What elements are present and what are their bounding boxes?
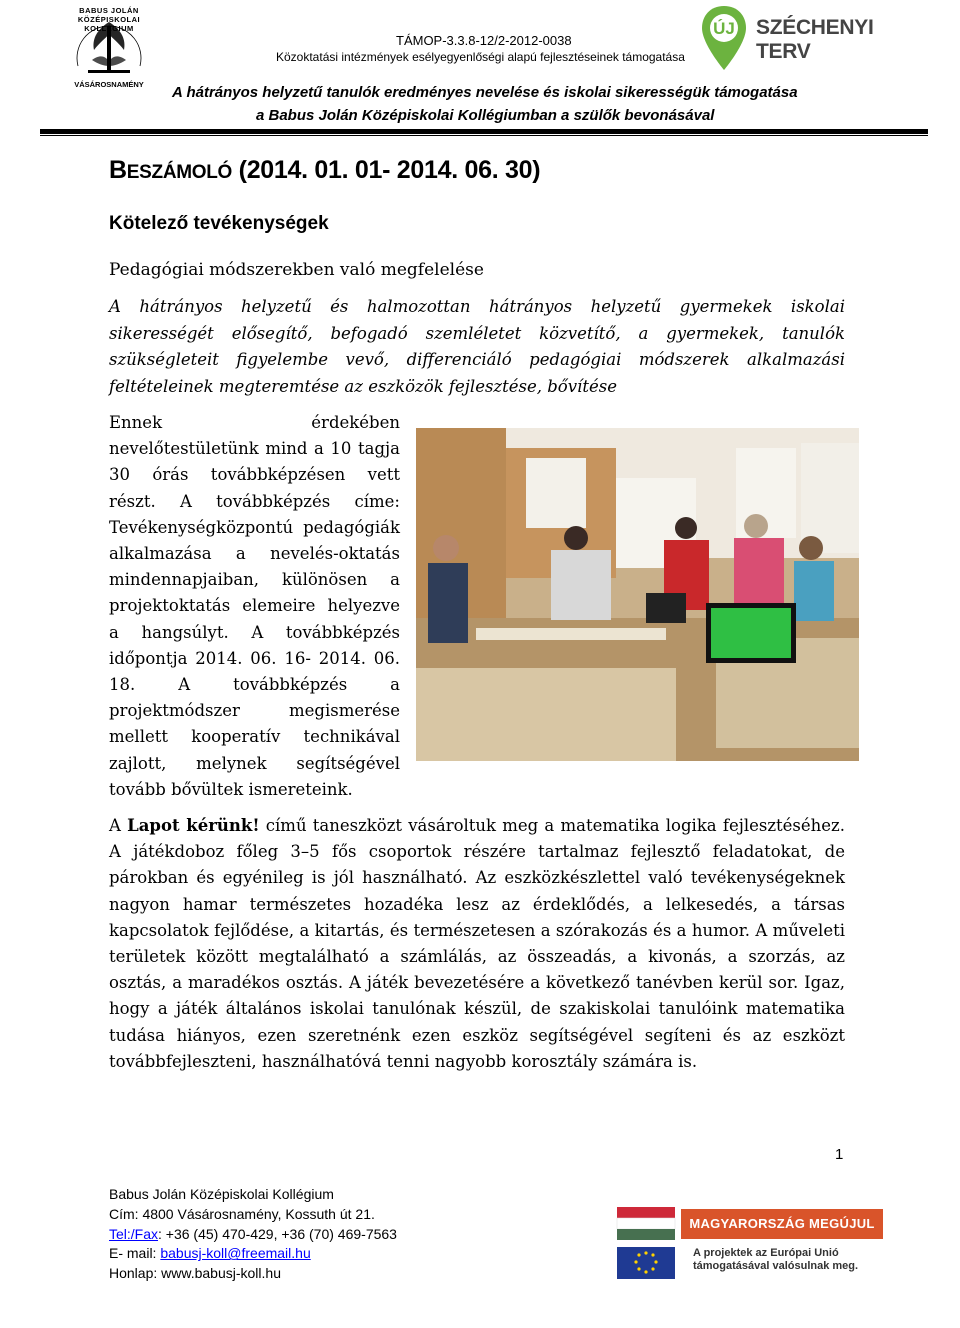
report-title: BESZÁMOLÓ (2014. 01. 01- 2014. 06. 30) — [109, 156, 541, 184]
eu-banner — [615, 1203, 885, 1283]
subsection-heading: Pedagógiai módszerekben való megfelelése — [109, 260, 484, 280]
footer-website: Honlap: www.babusj-koll.hu — [109, 1265, 281, 1282]
szechenyi-brand: SZÉCHENYI TERV — [756, 16, 874, 63]
logo-town: VÁSÁROSNAMÉNY — [74, 80, 144, 89]
game-paragraph: A Lapot kérünk! című taneszközt vásároltuk meg a matematika logika fejlesztéséhez. A játékdoboz főleg 3–5 fős csoportok részére tartalmaz fejlesztő feladatokat, de párokban és egyénileg is jól használható. Az eszközkészlettel való tevékenységeknek nagyon hamar természetes hozadéka lesz az érdeklődés, a lelkesedés, a társas kapcsolatok fejlődése, a kitartás, és természetesen a szórakozás és a humor. A műveleti területek között megtalálható a számlálás, az összeadás, a kivonás, a szorzás, az osztás, a maradékos osztás. A játék bevezetésére a következő tanévben kerül sor. Igaz, hogy a játék általános iskolai tanulónak készül, de szakiskolai tanulóink matematika tudása hiányos, ezen szeretnénk ezen eszköz segítségével segíteni és az eszközt továbbfejleszteni, használhatóvá tenni nagyobb korosztály számára is. — [109, 816, 845, 1071]
phone-link[interactable]: Tel:/Fax — [109, 1225, 159, 1242]
training-photo — [416, 428, 859, 761]
section-heading: Kötelező tevékenységek — [109, 213, 329, 234]
project-title-line2: a Babus Jolán Középiskolai Kollégiumban a szülők bevonásával — [256, 107, 715, 124]
footer-phone: Tel:/Fax: +36 (45) 470-429, +36 (70) 469-7563 — [109, 1225, 397, 1242]
school-logo — [70, 4, 148, 90]
banner-slogan: MAGYARORSZÁG MEGÚJUL — [681, 1209, 883, 1239]
footer-institution: Babus Jolán Középiskolai Kollégium — [109, 1186, 334, 1202]
logo-arc-text: BABUS JOLÁN KÖZÉPISKOLAI KOLLÉGIUM — [77, 6, 141, 33]
szechenyi-mark: ÚJ — [713, 19, 735, 38]
footer-email: E- mail: babusj-koll@freemail.hu — [109, 1245, 311, 1262]
header-rule-thin — [40, 135, 928, 136]
project-code: TÁMOP-3.3.8-12/2-2012-0038 — [396, 33, 572, 48]
training-paragraph: Ennek érdekében nevelőtestületünk mind a 10 tagja 30 órás továbbképzésen vett részt. A továbbképzés címe: Tevékenységközpontú pedagógiák alkalmazása a nevelés-oktatás mindennapjaiban, különösen a projektoktatás elemeire helyezve a hangsúlyt. A továbbképzés időpontja 2014. 06. 16- 2014. 06. 18. A továbbképzés a projektmódszer megismerése mellett kooperatív technikával zajlott, melynek segítségével tovább bővültek ismereteink. — [109, 413, 400, 799]
footer-address: Cím: 4800 Vásárosnamény, Kossuth út 21. — [109, 1205, 375, 1222]
page-number: 1 — [835, 1146, 844, 1163]
header-rule — [40, 129, 928, 134]
project-title-line1: A hátrányos helyzetű tanulók eredményes nevelése és iskolai sikerességük támogatása — [172, 84, 798, 101]
email-link[interactable]: babusj-koll@freemail.hu — [160, 1245, 311, 1262]
game-title: Lapot kérünk! — [127, 816, 260, 835]
footer-contact — [109, 1185, 397, 1284]
goal-paragraph: A hátrányos helyzetű és halmozottan hátrányos helyzetű gyermekek iskolai sikerességét elősegítő, befogadó szemléletet közvetítő, a gyermekek, tanulók szükségleteit figyelembe vevő, differenciáló pedagógiai módszerek alkalmazási feltételeinek megteremtése az eszközök fejlesztése, bővítése — [109, 297, 845, 396]
szechenyi-terv-logo — [700, 4, 930, 74]
banner-eu-text: A projektek az Európai Unió támogatásával valósulnak meg. — [693, 1247, 859, 1272]
project-subtitle: Közoktatási intézmények esélyegyenlőségi alapú fejlesztéseinek támogatása — [276, 50, 685, 64]
